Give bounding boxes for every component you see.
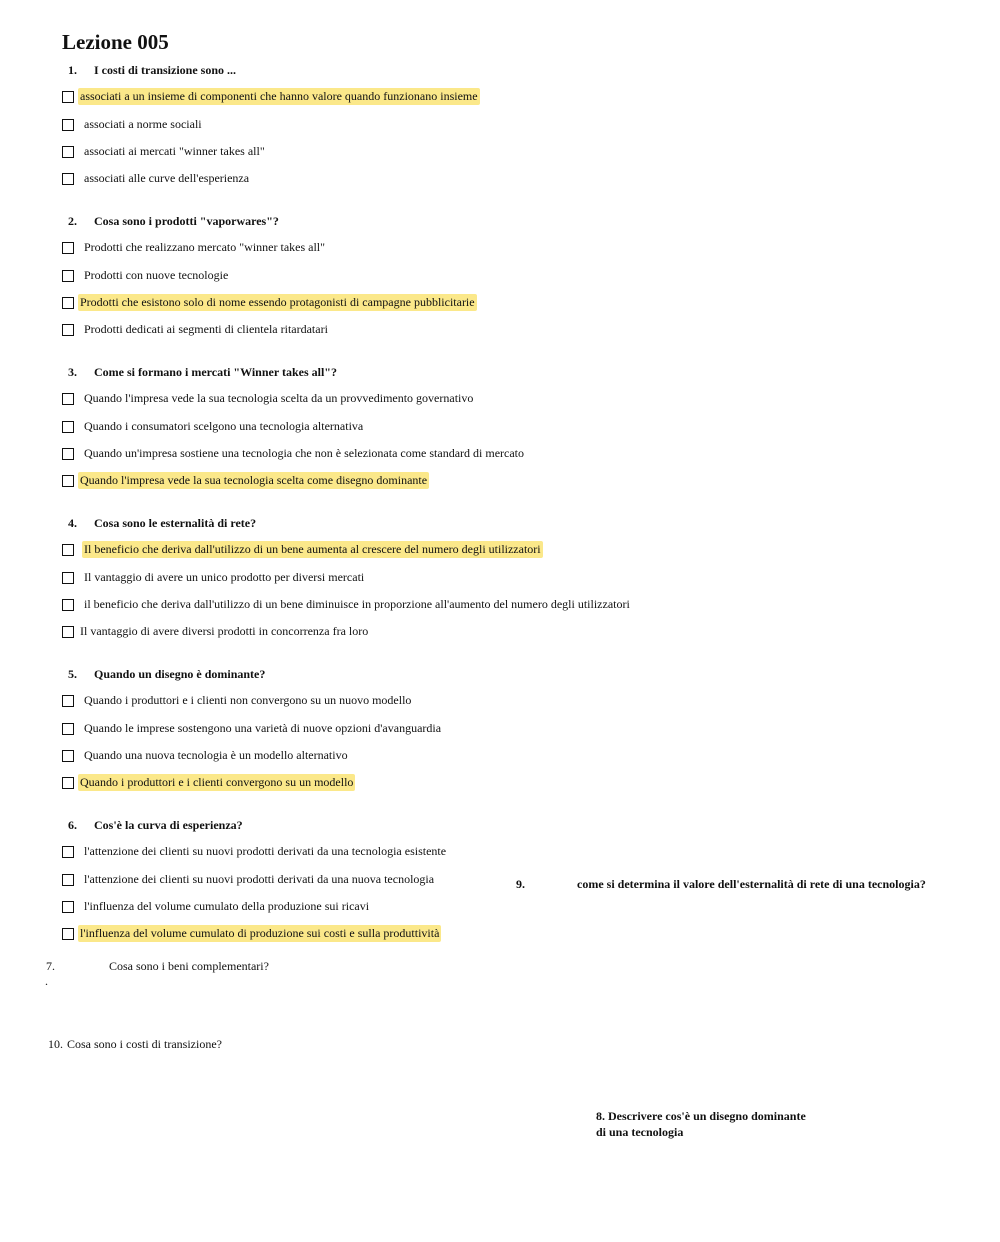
answer-text: Quando un'impresa sostiene una tecnologia che non è selezionata come standard di mercato — [84, 446, 525, 460]
answer-text: l'attenzione dei clienti su nuovi prodotti derivati da una tecnologia esistente — [84, 844, 447, 858]
answer-checkbox[interactable] — [62, 297, 74, 309]
answer-text: Quando l'impresa vede la sua tecnologia scelta da un provvedimento governativo — [84, 391, 474, 405]
question-text: Cosa sono le esternalità di rete? — [94, 516, 257, 530]
question-number: 5. — [68, 667, 77, 681]
answer-text: Il vantaggio di avere diversi prodotti in concorrenza fra loro — [80, 624, 369, 638]
question-text: Cos'è la curva di esperienza? — [94, 818, 243, 832]
answer-text: Prodotti che realizzano mercato "winner takes all" — [84, 240, 326, 254]
answer-checkbox[interactable] — [62, 119, 74, 131]
q9-number: 9. — [516, 877, 525, 891]
question-number: 4. — [68, 516, 77, 530]
answer-checkbox[interactable] — [62, 173, 74, 185]
q7-number: 7. — [46, 959, 55, 973]
question-text: I costi di transizione sono ... — [94, 63, 237, 77]
answer-checkbox[interactable] — [62, 324, 74, 336]
answer-checkbox[interactable] — [62, 393, 74, 405]
answer-checkbox[interactable] — [62, 695, 74, 707]
answer-checkbox[interactable] — [62, 599, 74, 611]
answer-text: Prodotti dedicati ai segmenti di clientela ritardatari — [84, 322, 328, 336]
answer-text: associati a norme sociali — [84, 117, 202, 131]
answer-text: Quando i produttori e i clienti non convergono su un nuovo modello — [84, 693, 412, 707]
answer-text-highlighted: Il beneficio che deriva dall'utilizzo di un bene aumenta al crescere del numero degli utilizzatori — [84, 542, 541, 556]
answer-text: associati ai mercati "winner takes all" — [84, 144, 265, 158]
page-title: Lezione 005 — [62, 30, 169, 54]
answer-text-highlighted: Prodotti che esistono solo di nome essendo protagonisti di campagne pubblicitarie — [80, 295, 475, 309]
answer-text: Quando una nuova tecnologia è un modello alternativo — [84, 748, 348, 762]
answer-checkbox[interactable] — [62, 475, 74, 487]
answer-text: Quando i consumatori scelgono una tecnologia alternativa — [84, 419, 364, 433]
answer-checkbox[interactable] — [62, 421, 74, 433]
answer-text: Quando le imprese sostengono una varietà di nuove opzioni d'avanguardia — [84, 721, 442, 735]
answer-text-highlighted: l'influenza del volume cumulato di produzione sui costi e sulla produttività — [80, 926, 440, 940]
answer-checkbox[interactable] — [62, 242, 74, 254]
answer-text-highlighted: Quando i produttori e i clienti convergono su un modello — [80, 775, 354, 789]
answer-checkbox[interactable] — [62, 874, 74, 886]
q7-text: Cosa sono i beni complementari? — [109, 959, 269, 973]
answer-checkbox[interactable] — [62, 901, 74, 913]
q10-text: Cosa sono i costi di transizione? — [67, 1037, 222, 1051]
question-number: 2. — [68, 214, 77, 228]
answer-checkbox[interactable] — [62, 572, 74, 584]
answer-text: associati alle curve dell'esperienza — [84, 171, 250, 185]
answer-checkbox[interactable] — [62, 146, 74, 158]
answer-text: Il vantaggio di avere un unico prodotto per diversi mercati — [84, 570, 365, 584]
answer-checkbox[interactable] — [62, 723, 74, 735]
question-number: 1. — [68, 63, 77, 77]
question-text: Quando un disegno è dominante? — [94, 667, 266, 681]
answer-checkbox[interactable] — [62, 928, 74, 940]
q8-line1: 8. Descrivere cos'è un disegno dominante — [596, 1109, 806, 1123]
answer-checkbox[interactable] — [62, 626, 74, 638]
answer-text: l'influenza del volume cumulato della produzione sui ricavi — [84, 899, 370, 913]
q10-number: 10. — [48, 1037, 63, 1051]
answer-text: l'attenzione dei clienti su nuovi prodotti derivati da una nuova tecnologia — [84, 872, 435, 886]
question-text: Come si formano i mercati "Winner takes all"? — [94, 365, 337, 379]
question-number: 3. — [68, 365, 77, 379]
answer-text-highlighted: associati a un insieme di componenti che hanno valore quando funzionano insieme — [80, 89, 478, 103]
answer-checkbox[interactable] — [62, 91, 74, 103]
answer-text: Prodotti con nuove tecnologie — [84, 268, 229, 282]
answer-checkbox[interactable] — [62, 846, 74, 858]
answer-checkbox[interactable] — [62, 448, 74, 460]
question-text: Cosa sono i prodotti "vaporwares"? — [94, 214, 279, 228]
question-number: 6. — [68, 818, 77, 832]
answer-text: il beneficio che deriva dall'utilizzo di un bene diminuisce in proporzione all'aumento del numero degli utilizzatori — [84, 597, 630, 611]
answer-checkbox[interactable] — [62, 270, 74, 282]
q8-line2: di una tecnologia — [596, 1125, 684, 1139]
q9-text: come si determina il valore dell'esternalità di rete di una tecnologia? — [577, 877, 926, 891]
answer-checkbox[interactable] — [62, 544, 74, 556]
answer-checkbox[interactable] — [62, 750, 74, 762]
answer-checkbox[interactable] — [62, 777, 74, 789]
answer-text-highlighted: Quando l'impresa vede la sua tecnologia scelta come disegno dominante — [80, 473, 428, 487]
q7-dot: . — [45, 974, 48, 988]
